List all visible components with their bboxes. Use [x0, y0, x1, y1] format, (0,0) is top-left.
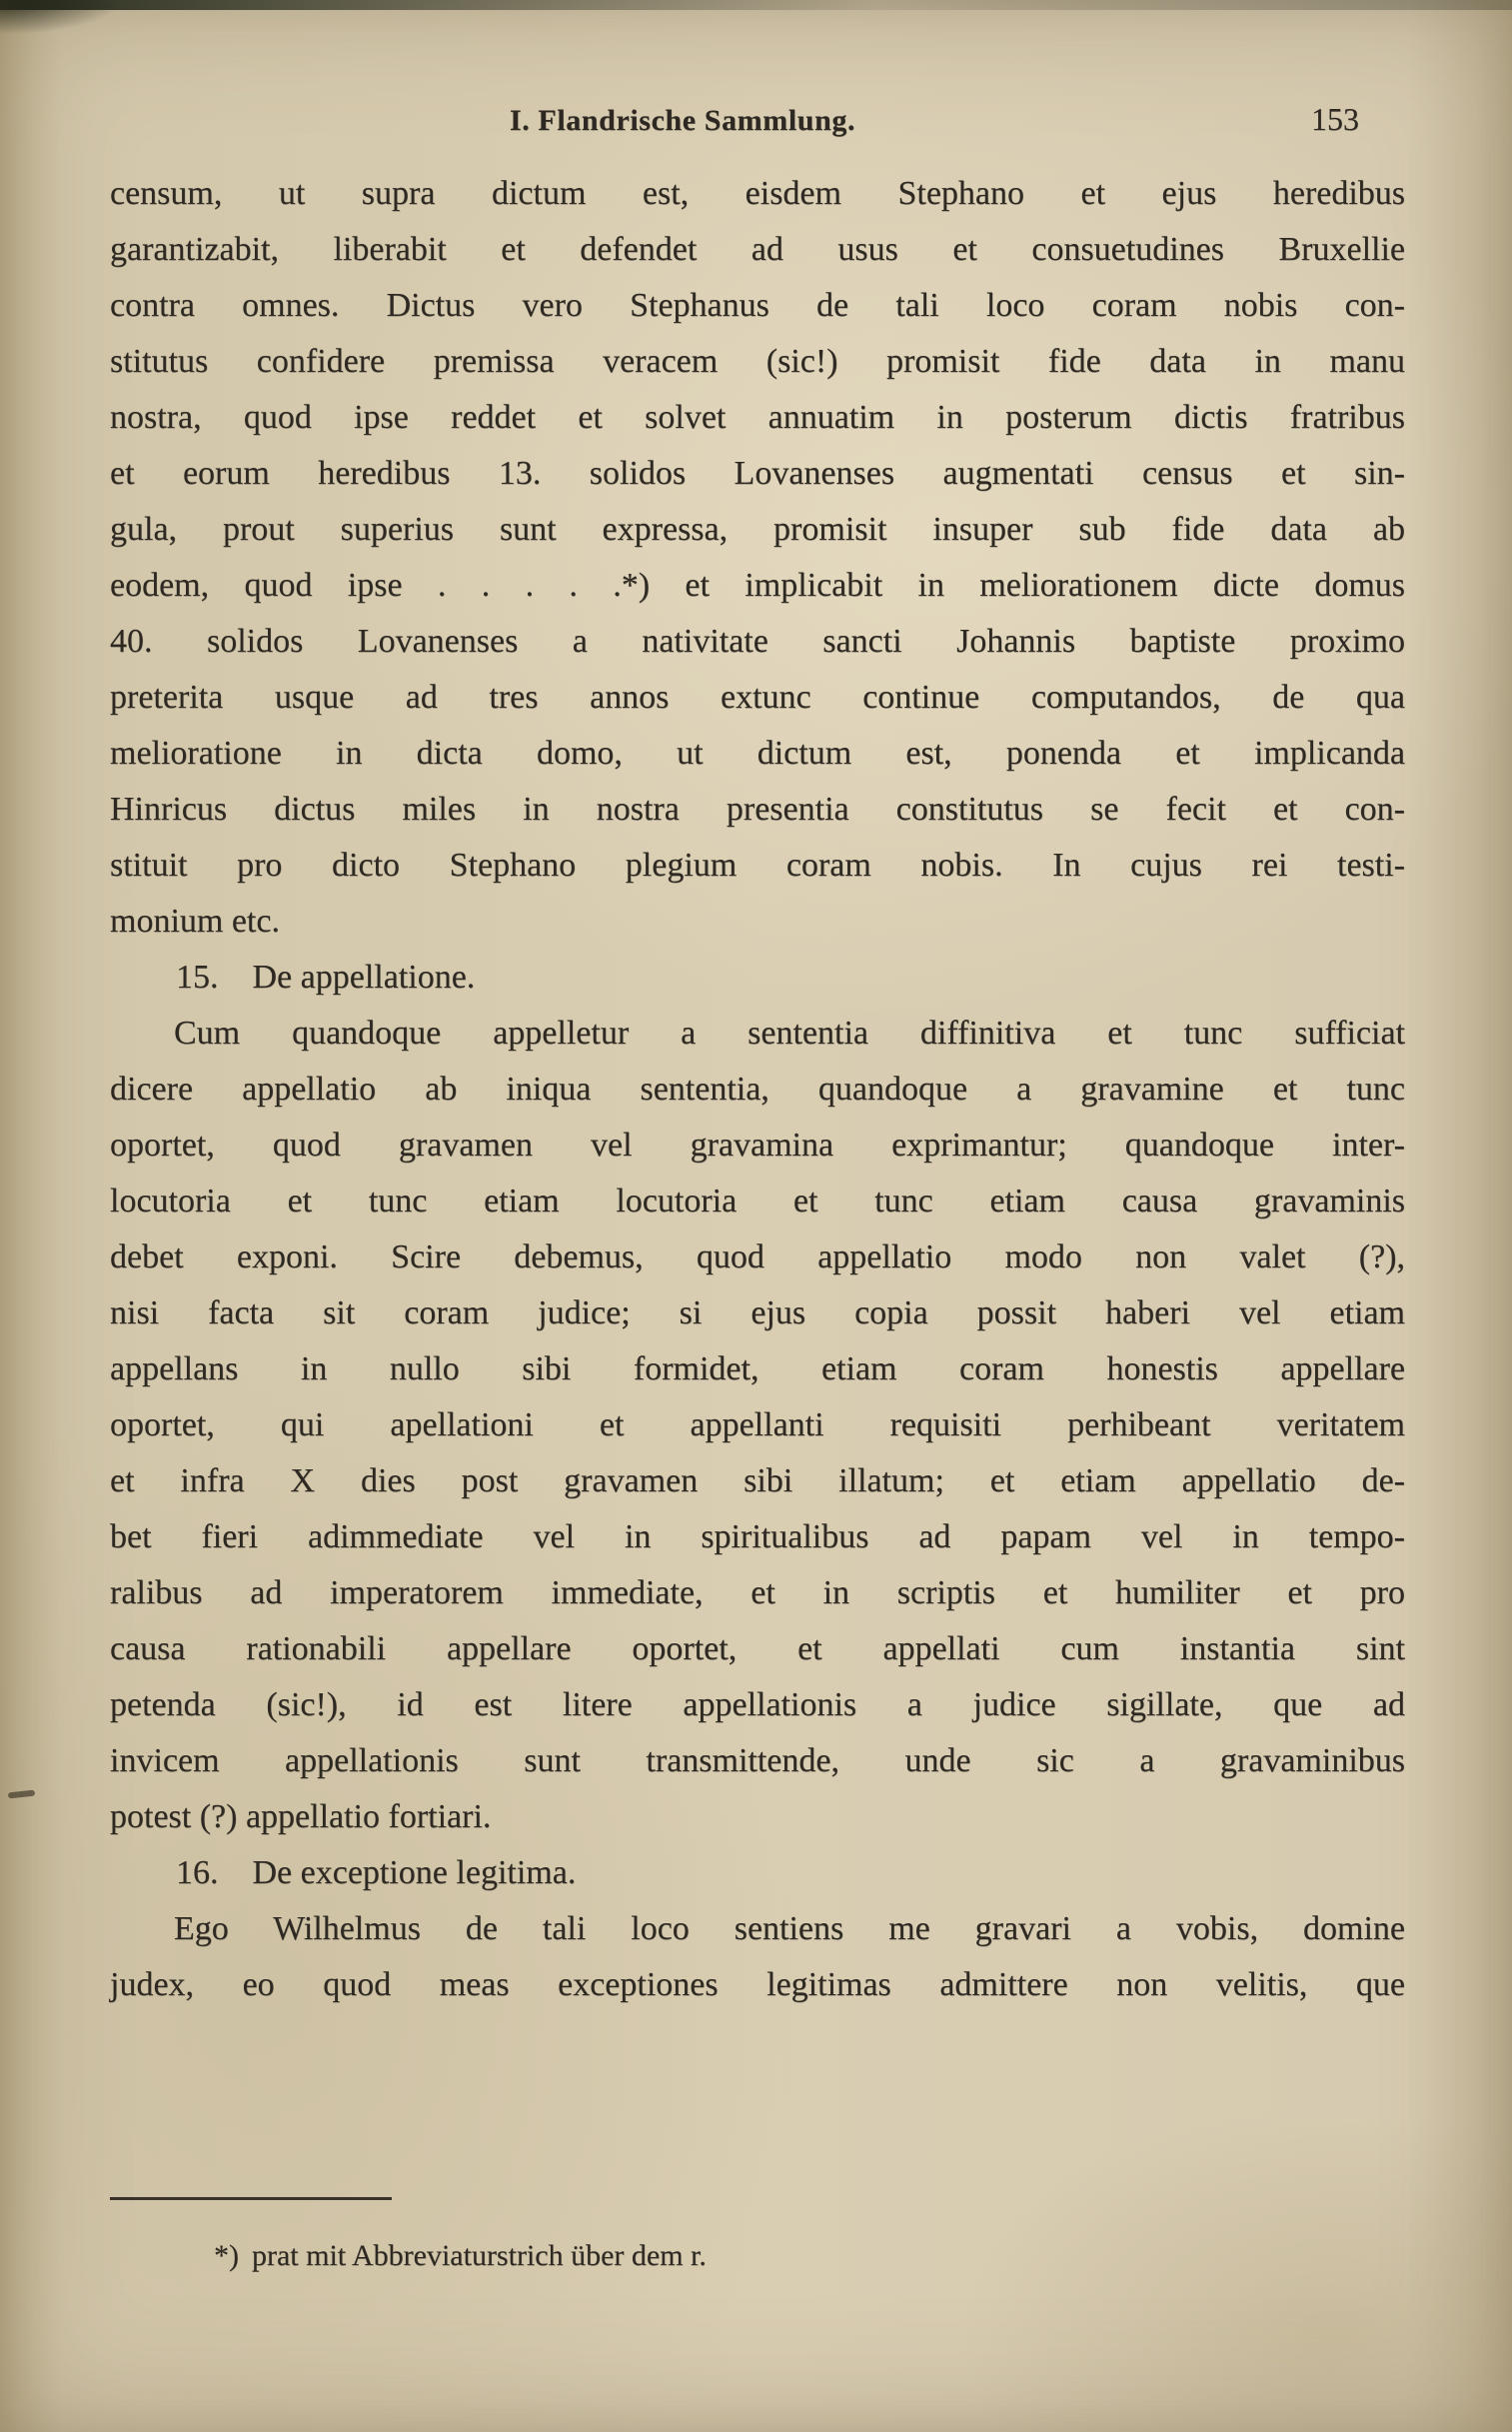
text-line: censum, ut supra dictum est, eisdem Stephano et ejus heredibus [110, 175, 1405, 212]
text-line: dicere appellatio ab iniqua sententia, quandoque a gravamine et tunc [110, 1071, 1405, 1108]
section-heading [110, 1845, 1405, 1901]
text-line: gula, prout superius sunt expressa, promisit insuper sub fide data ab [110, 511, 1405, 548]
text-line: stitutus confidere premissa veracem (sic!) promisit fide data in manu [110, 343, 1405, 380]
text-line: judex, eo quod meas exceptiones legitimas admittere non velitis, que [110, 1966, 1405, 2003]
section-title: De exceptione legitima. [252, 1854, 577, 1891]
text-line: ralibus ad imperatorem immediate, et in scriptis et humiliter et pro [110, 1574, 1405, 1611]
text-line: locutoria et tunc etiam locutoria et tunc etiam causa gravaminis [110, 1183, 1405, 1219]
text-line: invicem appellationis sunt transmittende, unde sic a gravaminibus [110, 1742, 1405, 1779]
text-line: contra omnes. Dictus vero Stephanus de tali loco coram nobis con- [110, 287, 1405, 324]
text-line: oportet, quod gravamen vel gravamina exprimantur; quandoque inter- [110, 1127, 1405, 1164]
section-title: De appellatione. [252, 959, 476, 996]
text-line: stituit pro dicto Stephano plegium coram nobis. In cujus rei testi- [110, 847, 1405, 884]
text-line: Ego Wilhelmus de tali loco sentiens me gravari a vobis, domine [174, 1910, 1405, 1947]
section-number: 15. [176, 959, 219, 996]
text-line: preterita usque ad tres annos extunc continue computandos, de qua [110, 679, 1405, 716]
text-line: petenda (sic!), id est litere appellationis a judice sigillate, que ad [110, 1686, 1405, 1723]
text-block [110, 166, 1405, 2013]
scan-edge-shadow [0, 0, 1512, 10]
text-line: oportet, qui apellationi et appellanti requisiti perhibeant veritatem [110, 1406, 1405, 1443]
text-line: causa rationabili appellare oportet, et appellati cum instantia sint [110, 1630, 1405, 1667]
footnote-marker: *) [214, 2239, 239, 2272]
section-number: 16. [176, 1854, 219, 1891]
text-line: garantizabit, liberabit et defendet ad usus et consuetudines Bruxellie [110, 231, 1405, 268]
text-line: bet fieri adimmediate vel in spiritualibus ad papam vel in tempo- [110, 1518, 1405, 1555]
text-line: 40. solidos Lovanenses a nativitate sancti Johannis baptiste proximo [110, 623, 1405, 660]
scan-artifact [8, 1790, 35, 1799]
text-line: eodem, quod ipse . . . . .*) et implicabit in meliorationem dicte domus [110, 567, 1405, 604]
text-line: Cum quandoque appelletur a sententia diffinitiva et tunc sufficiat [174, 1015, 1405, 1052]
text-line: nisi facta sit coram judice; si ejus copia possit haberi vel etiam [110, 1294, 1405, 1331]
text-line: melioratione in dicta domo, ut dictum est, ponenda et implicanda [110, 735, 1405, 772]
page-number: 153 [1311, 101, 1359, 137]
scan-corner-shadow [0, 0, 120, 34]
text-line: monium etc. [110, 903, 280, 940]
text-line: et eorum heredibus 13. solidos Lovanenses augmentati census et sin- [110, 455, 1405, 492]
text-line: debet exponi. Scire debemus, quod appellatio modo non valet (?), [110, 1238, 1405, 1275]
footnote-text: prat mit Abbreviaturstrich über dem r. [252, 2239, 707, 2272]
text-line: Hinricus dictus miles in nostra presentia constitutus se fecit et con- [110, 791, 1405, 828]
text-line: nostra, quod ipse reddet et solvet annuatim in posterum dictis fratribus [110, 399, 1405, 436]
text-line: potest (?) appellatio fortiari. [110, 1798, 492, 1835]
text-line: et infra X dies post gravamen sibi illatum; et etiam appellatio de- [110, 1462, 1405, 1499]
running-title: I. Flandrische Sammlung. [509, 104, 856, 137]
section-heading [110, 950, 1405, 1006]
footnote-rule [110, 2197, 392, 2200]
footnote [214, 2235, 707, 2277]
text-line: appellans in nullo sibi formidet, etiam coram honestis appellare [110, 1350, 1405, 1387]
page-header [110, 101, 1405, 150]
